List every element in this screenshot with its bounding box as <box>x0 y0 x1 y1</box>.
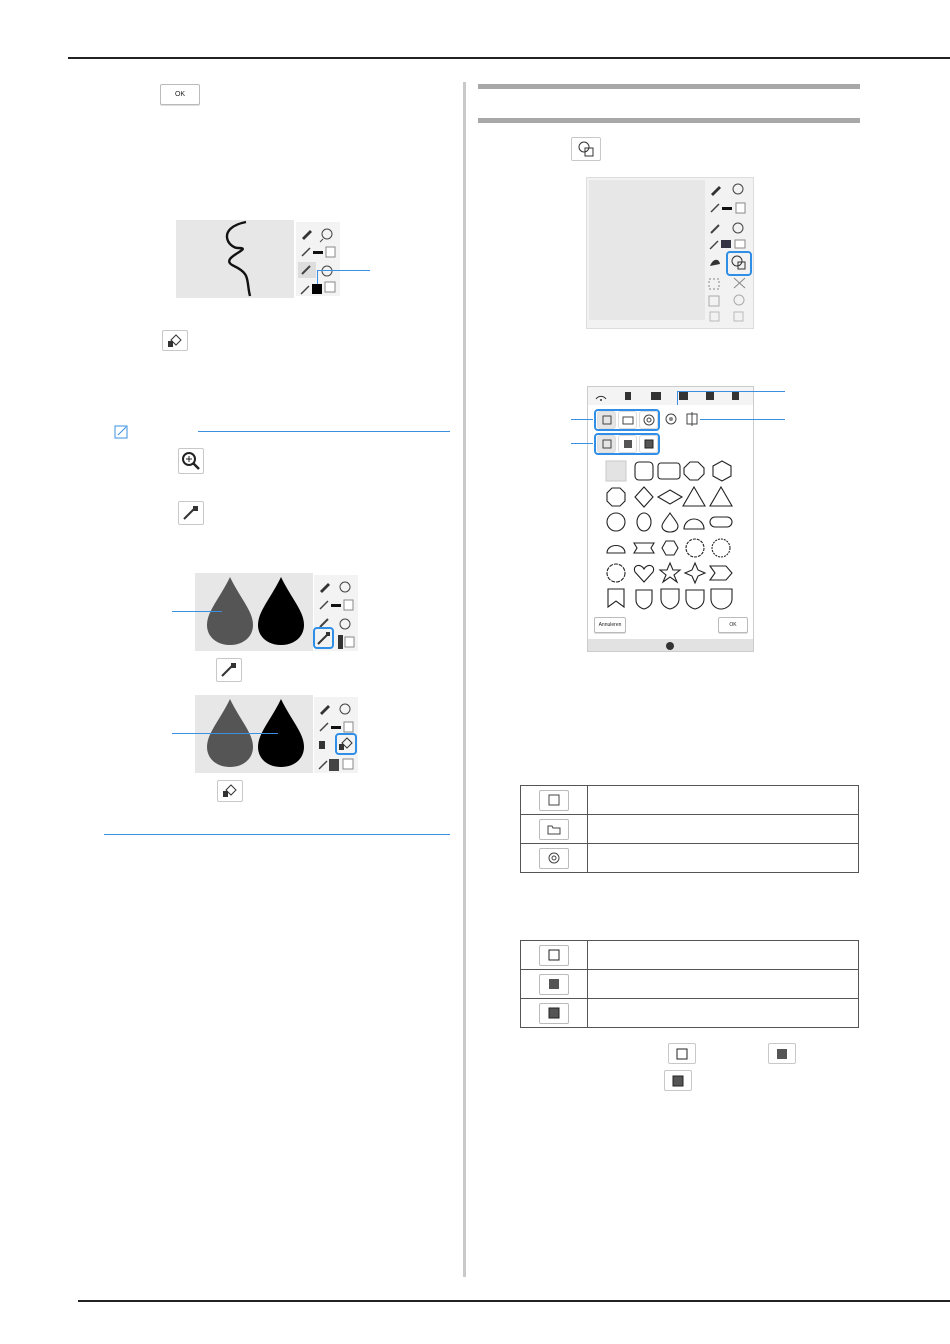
square-outline-icon[interactable] <box>668 1043 696 1064</box>
eyedropper-icon[interactable] <box>216 658 242 682</box>
spiral-icon <box>539 848 569 869</box>
eraser-zoom-icon <box>320 229 332 242</box>
canvas-area <box>176 220 294 298</box>
callout-line <box>571 419 593 420</box>
fill-zoom-icon <box>322 266 332 276</box>
memo-icon <box>114 424 130 440</box>
status-bar <box>588 387 753 405</box>
square-outline-icon[interactable] <box>597 435 616 453</box>
fill-color-swatch <box>312 284 322 294</box>
cancel-button-label: Annuleren <box>598 622 622 628</box>
square-outline-icon <box>539 945 569 966</box>
table-row <box>521 941 859 970</box>
cancel-button[interactable] <box>594 617 626 633</box>
line-style-swatch <box>313 251 323 254</box>
table-row <box>521 970 859 999</box>
curve-line <box>176 220 294 298</box>
ok-button-label: OK <box>174 91 186 98</box>
filled-square-icon[interactable] <box>618 435 637 453</box>
shape-flip-icon[interactable] <box>684 412 700 426</box>
callout-line <box>172 733 278 734</box>
callout-line <box>571 443 593 444</box>
square-outline-icon <box>539 790 569 811</box>
fill-area-icon[interactable] <box>162 330 188 351</box>
filled-square-icon[interactable] <box>639 435 658 453</box>
page-icon <box>625 392 631 400</box>
callout-line <box>700 419 785 420</box>
callout-line-v <box>317 270 318 284</box>
canvas-area <box>195 695 313 773</box>
callout-line-v <box>677 391 678 405</box>
square-outline-icon[interactable] <box>597 411 616 429</box>
ok-button[interactable] <box>718 617 748 633</box>
section-bar-top <box>478 84 860 89</box>
camera-icon <box>706 392 714 400</box>
filled-square-icon[interactable] <box>664 1070 692 1091</box>
pencil-icon <box>302 230 312 240</box>
line-type-table <box>520 785 859 873</box>
eyedropper-icon[interactable] <box>178 501 204 525</box>
help-icon <box>651 392 661 400</box>
canvas-area <box>195 573 313 651</box>
canvas-area <box>589 180 705 320</box>
table-row <box>521 844 859 873</box>
folder-outline-icon[interactable] <box>618 411 637 429</box>
fill-area-icon[interactable] <box>217 780 243 802</box>
ok-button[interactable] <box>160 84 200 105</box>
black-drop <box>258 577 304 645</box>
home-icon <box>732 392 739 400</box>
filled-square-icon <box>539 974 569 995</box>
selected-eyedropper-highlight[interactable] <box>313 627 334 649</box>
memo-rule <box>198 431 450 432</box>
shape-pattern-panel <box>587 386 754 652</box>
shapes-icon[interactable] <box>571 137 601 161</box>
line-screenshot <box>176 220 341 298</box>
drops-screenshot-1 <box>195 573 360 651</box>
wifi-icon <box>596 396 606 401</box>
spiral-icon[interactable] <box>639 411 658 429</box>
filled-square-icon <box>539 1003 569 1024</box>
callout-line <box>172 611 222 612</box>
eyedropper-icon <box>302 248 310 256</box>
drops-screenshot-2 <box>195 695 360 773</box>
selected-fill-area-highlight[interactable] <box>335 733 357 755</box>
column-divider <box>463 82 466 1277</box>
table-row <box>521 999 859 1028</box>
shape-grid[interactable] <box>604 459 738 611</box>
zoom-icon[interactable] <box>178 448 204 474</box>
header-rule <box>68 57 950 59</box>
tool-palette <box>296 222 340 296</box>
shape-rotate-icon[interactable] <box>664 412 678 426</box>
footer-rule <box>78 1300 950 1302</box>
selected-shapes-highlight[interactable] <box>726 251 752 276</box>
callout-line <box>318 270 370 271</box>
drawing-screen <box>586 177 754 329</box>
section-bar-bottom <box>478 118 860 123</box>
memo-end-rule <box>104 834 450 835</box>
table-row <box>521 786 859 815</box>
callout-line <box>677 391 785 392</box>
fill-type-table <box>520 940 859 1028</box>
folder-outline-icon <box>539 819 569 840</box>
ok-button-label: OK <box>729 622 737 628</box>
table-row <box>521 815 859 844</box>
panel-bottom-bar <box>588 639 753 651</box>
thread-icon <box>679 392 688 400</box>
filled-square-icon[interactable] <box>768 1043 796 1064</box>
